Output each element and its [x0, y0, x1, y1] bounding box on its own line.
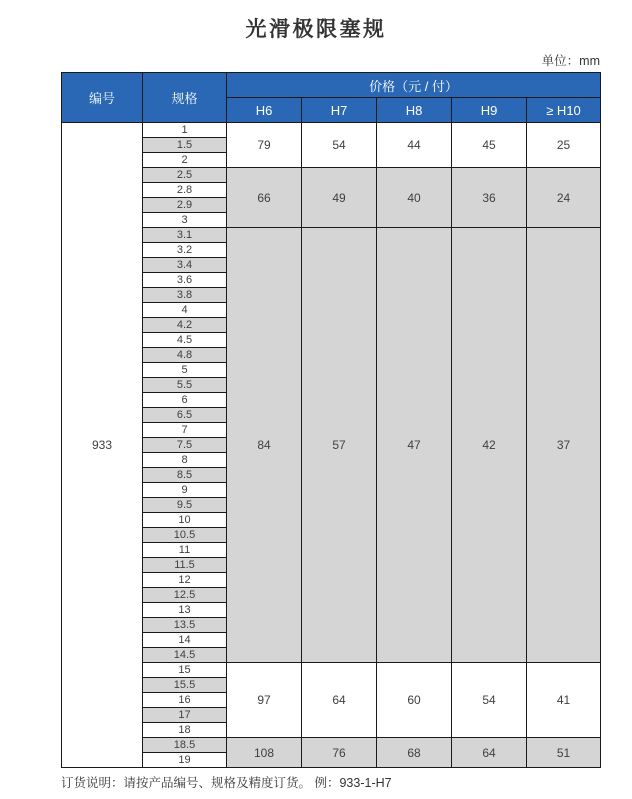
spec-cell: 12.5	[143, 588, 227, 603]
price-cell: 40	[377, 168, 452, 228]
table-body	[62, 123, 601, 768]
spec-cell: 13	[143, 603, 227, 618]
spec-cell: 3	[143, 213, 227, 228]
price-cell: 44	[377, 123, 452, 168]
table-row	[62, 228, 601, 243]
spec-cell: 6	[143, 393, 227, 408]
spec-cell: 4.5	[143, 333, 227, 348]
price-table	[61, 72, 601, 768]
table-row	[62, 738, 601, 753]
spec-cell: 3.2	[143, 243, 227, 258]
spec-cell: 10	[143, 513, 227, 528]
spec-cell: 4.2	[143, 318, 227, 333]
spec-cell: 11	[143, 543, 227, 558]
spec-cell: 3.8	[143, 288, 227, 303]
spec-cell: 2.9	[143, 198, 227, 213]
spec-cell: 2	[143, 153, 227, 168]
table-row	[62, 123, 601, 138]
col-header-grade-h7: H7	[302, 98, 377, 123]
spec-cell: 11.5	[143, 558, 227, 573]
unit-note: 单位：mm	[541, 54, 600, 68]
col-header-code: 编号	[62, 73, 143, 123]
spec-cell: 19	[143, 753, 227, 768]
spec-cell: 14.5	[143, 648, 227, 663]
price-cell: 37	[527, 228, 601, 663]
order-note: 订货说明：请按产品编号、规格及精度订货。 例：933-1-H7	[61, 776, 392, 790]
price-cell: 76	[302, 738, 377, 768]
price-cell: 24	[527, 168, 601, 228]
spec-cell: 5.5	[143, 378, 227, 393]
price-cell: 54	[452, 663, 527, 738]
spec-cell: 3.4	[143, 258, 227, 273]
spec-cell: 18	[143, 723, 227, 738]
spec-cell: 4	[143, 303, 227, 318]
spec-cell: 17	[143, 708, 227, 723]
price-cell: 108	[227, 738, 302, 768]
price-cell: 57	[302, 228, 377, 663]
spec-cell: 12	[143, 573, 227, 588]
page-title: 光滑极限塞规	[245, 18, 387, 41]
price-cell: 42	[452, 228, 527, 663]
spec-cell: 2.5	[143, 168, 227, 183]
spec-cell: 8	[143, 453, 227, 468]
price-cell: 41	[527, 663, 601, 738]
spec-cell: 4.8	[143, 348, 227, 363]
product-code-cell: 933	[62, 123, 143, 768]
spec-cell: 15	[143, 663, 227, 678]
price-cell: 84	[227, 228, 302, 663]
price-cell: 45	[452, 123, 527, 168]
spec-cell: 13.5	[143, 618, 227, 633]
spec-cell: 2.8	[143, 183, 227, 198]
col-header-grade-h9: H9	[452, 98, 527, 123]
col-header-grade-h10: ≥ H10	[527, 98, 601, 123]
spec-cell: 15.5	[143, 678, 227, 693]
price-cell: 25	[527, 123, 601, 168]
spec-cell: 1	[143, 123, 227, 138]
spec-cell: 9.5	[143, 498, 227, 513]
price-cell: 79	[227, 123, 302, 168]
col-header-spec: 规格	[143, 73, 227, 123]
spec-cell: 18.5	[143, 738, 227, 753]
col-header-price-group: 价格（元 / 付）	[227, 73, 601, 98]
price-cell: 36	[452, 168, 527, 228]
col-header-grade-h8: H8	[377, 98, 452, 123]
header-row-main	[62, 73, 601, 98]
spec-cell: 3.6	[143, 273, 227, 288]
spec-cell: 8.5	[143, 468, 227, 483]
price-cell: 64	[452, 738, 527, 768]
price-cell: 66	[227, 168, 302, 228]
price-cell: 60	[377, 663, 452, 738]
spec-cell: 10.5	[143, 528, 227, 543]
col-header-grade-h6: H6	[227, 98, 302, 123]
spec-cell: 7	[143, 423, 227, 438]
price-cell: 54	[302, 123, 377, 168]
spec-cell: 7.5	[143, 438, 227, 453]
price-cell: 51	[527, 738, 601, 768]
spec-cell: 16	[143, 693, 227, 708]
table-row	[62, 168, 601, 183]
spec-cell: 9	[143, 483, 227, 498]
table-header	[62, 73, 601, 123]
price-cell: 64	[302, 663, 377, 738]
spec-cell: 6.5	[143, 408, 227, 423]
price-cell: 49	[302, 168, 377, 228]
spec-cell: 14	[143, 633, 227, 648]
price-cell: 47	[377, 228, 452, 663]
spec-cell: 3.1	[143, 228, 227, 243]
price-cell: 97	[227, 663, 302, 738]
price-cell: 68	[377, 738, 452, 768]
table-row	[62, 663, 601, 678]
spec-cell: 5	[143, 363, 227, 378]
spec-cell: 1.5	[143, 138, 227, 153]
